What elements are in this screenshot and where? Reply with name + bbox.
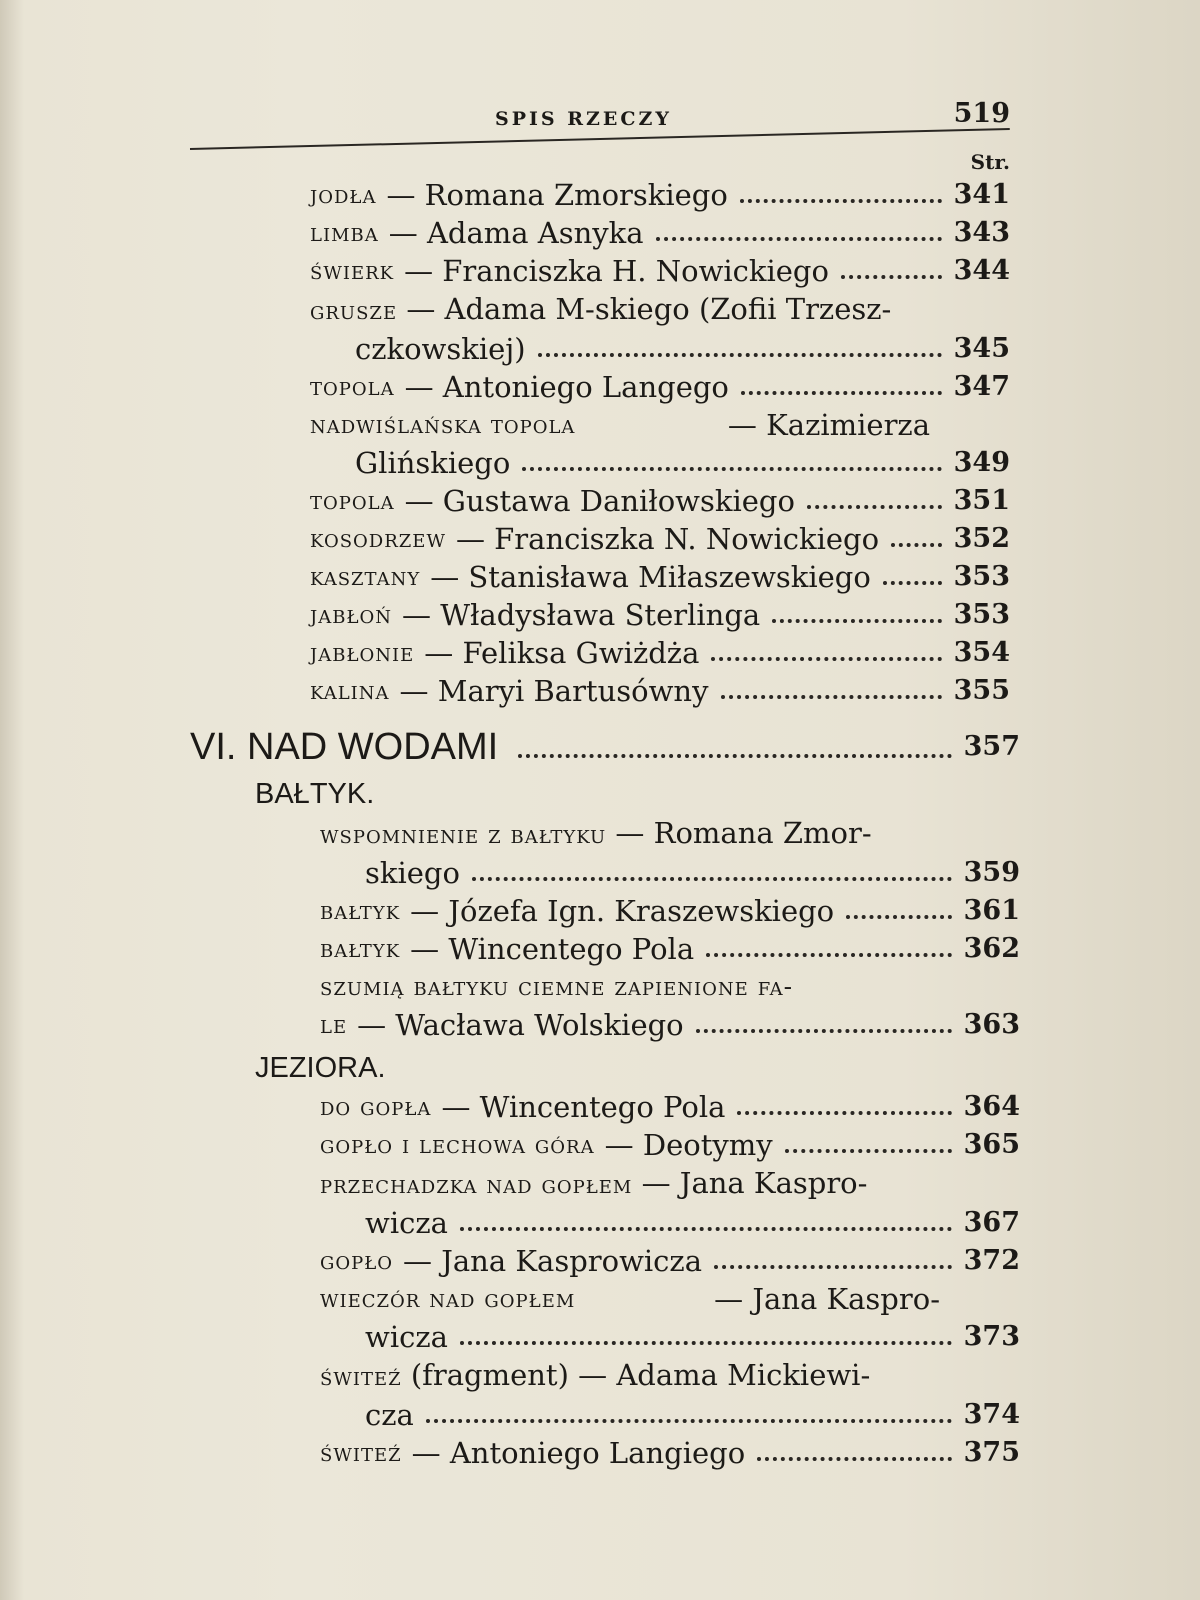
str-label: Str. <box>970 150 1010 174</box>
dot-leader <box>741 391 942 395</box>
toc-entry-first-line <box>320 1164 940 1204</box>
entry-title: grusze <box>310 296 398 325</box>
dot-leader <box>522 467 941 471</box>
toc-entry-first-line <box>310 406 930 444</box>
toc-entry <box>310 596 1010 634</box>
dot-leader <box>538 353 942 357</box>
toc-entry-first-line <box>320 968 940 1006</box>
toc-entry <box>310 214 1010 252</box>
dot-leader <box>518 754 951 758</box>
entry-page: 353 <box>953 599 1010 630</box>
entry-page: 362 <box>963 933 1020 964</box>
entry-author: — Gustawa Daniłowskiego <box>404 484 795 518</box>
entry-continuation: czkowskiej) <box>355 332 526 366</box>
entry-page: 374 <box>963 1399 1020 1430</box>
toc-entry <box>320 892 1020 930</box>
dot-leader <box>891 543 942 547</box>
entry-author: — Wacława Wolskiego <box>357 1008 684 1042</box>
entry-author: — Franciszka H. Nowickiego <box>404 254 829 288</box>
entry-author: — Maryi Bartusówny <box>399 674 709 708</box>
dot-leader <box>714 1265 952 1269</box>
entry-title: przechadzka nad gopłem <box>320 1170 633 1199</box>
toc-entry <box>320 1242 1020 1280</box>
entry-page: 353 <box>953 561 1010 592</box>
subsection-heading: JEZIORA. <box>255 1052 386 1084</box>
entry-page: 341 <box>953 179 1010 210</box>
toc-entry-continuation <box>365 854 1020 892</box>
dot-leader <box>807 505 942 509</box>
running-title: SPIS RZECZY <box>495 108 672 130</box>
section-heading <box>190 724 1020 770</box>
entry-author: — Władysława Sterlinga <box>402 598 761 632</box>
toc-entry <box>310 558 1010 596</box>
entry-page: 365 <box>963 1129 1020 1160</box>
entry-author: — Romana Zmorskiego <box>386 178 728 212</box>
entry-author: — Józefa Ign. Kraszewskiego <box>410 894 835 928</box>
entry-continuation: wicza <box>365 1320 448 1354</box>
entry-title: jabłoń <box>310 600 392 629</box>
dot-leader <box>737 1111 951 1115</box>
entry-title: limba <box>310 218 379 247</box>
entry-page: 347 <box>953 371 1010 402</box>
entry-page: 351 <box>953 485 1010 516</box>
entry-page: 373 <box>963 1321 1020 1352</box>
dot-leader <box>841 275 942 279</box>
toc-entry-continuation <box>365 1204 1020 1242</box>
entry-title: kalina <box>310 676 390 705</box>
page-number: 519 <box>953 98 1010 129</box>
entry-author: — Jana Kasprowicza <box>403 1244 702 1278</box>
entry-title: wspomnienie z bałtyku <box>320 820 607 849</box>
toc-entry-first-line <box>320 1280 940 1318</box>
entry-title: gopło i lechowa góra <box>320 1130 595 1159</box>
toc-entry-continuation <box>355 444 1010 482</box>
entry-title: kasztany <box>310 562 421 591</box>
entry-title: bałtyk <box>320 896 401 925</box>
toc-entry-continuation <box>365 1318 1020 1356</box>
entry-title: wieczór nad gopłem <box>320 1284 576 1313</box>
toc-entry <box>320 930 1020 968</box>
entry-title: świteź <box>320 1362 402 1391</box>
dot-leader <box>711 657 941 661</box>
entry-continuation: wicza <box>365 1206 448 1240</box>
entry-title-continuation: le <box>320 1010 348 1039</box>
entry-author: — Jana Kaspro- <box>714 1282 940 1316</box>
entry-author: — Kazimierza <box>727 408 930 442</box>
toc-entry <box>310 520 1010 558</box>
entry-author: — Adama M-skiego (Zofii Trzesz- <box>406 292 892 326</box>
dot-leader <box>772 619 941 623</box>
dot-leader <box>740 199 942 203</box>
entry-title: świteź <box>320 1438 402 1467</box>
entry-title: bałtyk <box>320 934 401 963</box>
dot-leader <box>721 695 942 699</box>
entry-author: — Antoniego Langego <box>404 370 729 404</box>
entry-page: 345 <box>953 333 1010 364</box>
entry-page: 363 <box>963 1009 1020 1040</box>
entry-author: — Romana Zmor- <box>615 816 872 850</box>
toc-entry <box>310 482 1010 520</box>
toc-entry-first-line <box>310 290 930 330</box>
entry-author: — Adama Asnyka <box>388 216 644 250</box>
section-page: 357 <box>963 731 1020 762</box>
dot-leader <box>706 953 952 957</box>
dot-leader <box>472 877 952 881</box>
entry-page: 364 <box>963 1091 1020 1122</box>
entry-page: 352 <box>953 523 1010 554</box>
entry-continuation: skiego <box>365 856 460 890</box>
toc-entry-continuation <box>355 330 1010 368</box>
dot-leader <box>757 1457 951 1461</box>
entry-title: gopło <box>320 1246 394 1275</box>
entry-page: 361 <box>963 895 1020 926</box>
entry-page: 372 <box>963 1245 1020 1276</box>
entry-title: do gopła <box>320 1092 432 1121</box>
entry-page: 355 <box>953 675 1010 706</box>
toc-entry <box>310 634 1010 672</box>
dot-leader <box>426 1419 952 1423</box>
dot-leader <box>460 1227 952 1231</box>
toc-entry-continuation <box>365 1396 1020 1434</box>
entry-author: — Franciszka N. Nowickiego <box>455 522 880 556</box>
entry-title: świerk <box>310 256 395 285</box>
toc-entry <box>310 176 1010 214</box>
entry-title: nadwiślańska topola <box>310 410 576 439</box>
dot-leader <box>785 1149 952 1153</box>
entry-page: 354 <box>953 637 1010 668</box>
dot-leader <box>460 1341 952 1345</box>
entry-title: jodła <box>310 180 377 209</box>
dot-leader <box>883 581 942 585</box>
toc-entry <box>320 1434 1020 1472</box>
toc-entry <box>320 1088 1020 1126</box>
toc-entry-continuation <box>320 1006 1020 1044</box>
entry-author: — Jana Kaspro- <box>641 1166 868 1200</box>
dot-leader <box>656 237 942 241</box>
entry-title: topola <box>310 372 395 401</box>
toc-entry <box>320 1126 1020 1164</box>
entry-author: — Feliksa Gwiżdża <box>424 636 700 670</box>
toc-entry-first-line <box>320 1356 940 1396</box>
entry-author: — Stanisława Miłaszewskiego <box>430 560 871 594</box>
entry-page: 349 <box>953 447 1010 478</box>
subsection-heading: BAŁTYK. <box>255 778 375 810</box>
entry-author: — Deotymy <box>604 1128 773 1162</box>
entry-continuation: Glińskiego <box>355 446 511 480</box>
entry-page: 344 <box>953 255 1010 286</box>
entry-page: 367 <box>963 1207 1020 1238</box>
entry-author: — Wincentego Pola <box>441 1090 726 1124</box>
toc-entry-first-line <box>320 814 940 854</box>
entry-page: 359 <box>963 857 1020 888</box>
entry-title: kosodrzew <box>310 524 446 553</box>
toc-entry <box>310 368 1010 406</box>
section-title: VI. NAD WODAMI <box>190 726 499 768</box>
entry-author: — Wincentego Pola <box>410 932 695 966</box>
entry-author: (fragment) — Adama Mickiewi- <box>410 1358 871 1392</box>
entry-title: szumią bałtyku ciemne zapienione fa- <box>320 972 794 1001</box>
entry-page: 343 <box>953 217 1010 248</box>
dot-leader <box>696 1029 952 1033</box>
dot-leader <box>846 915 951 919</box>
toc-entry <box>310 672 1010 710</box>
entry-continuation: cza <box>365 1398 414 1432</box>
table-of-contents <box>190 150 1040 1472</box>
toc-entry <box>310 252 1010 290</box>
entry-title: jabłonie <box>310 638 415 667</box>
entry-title: topola <box>310 486 395 515</box>
entry-page: 375 <box>963 1437 1020 1468</box>
entry-author: — Antoniego Langiego <box>411 1436 746 1470</box>
